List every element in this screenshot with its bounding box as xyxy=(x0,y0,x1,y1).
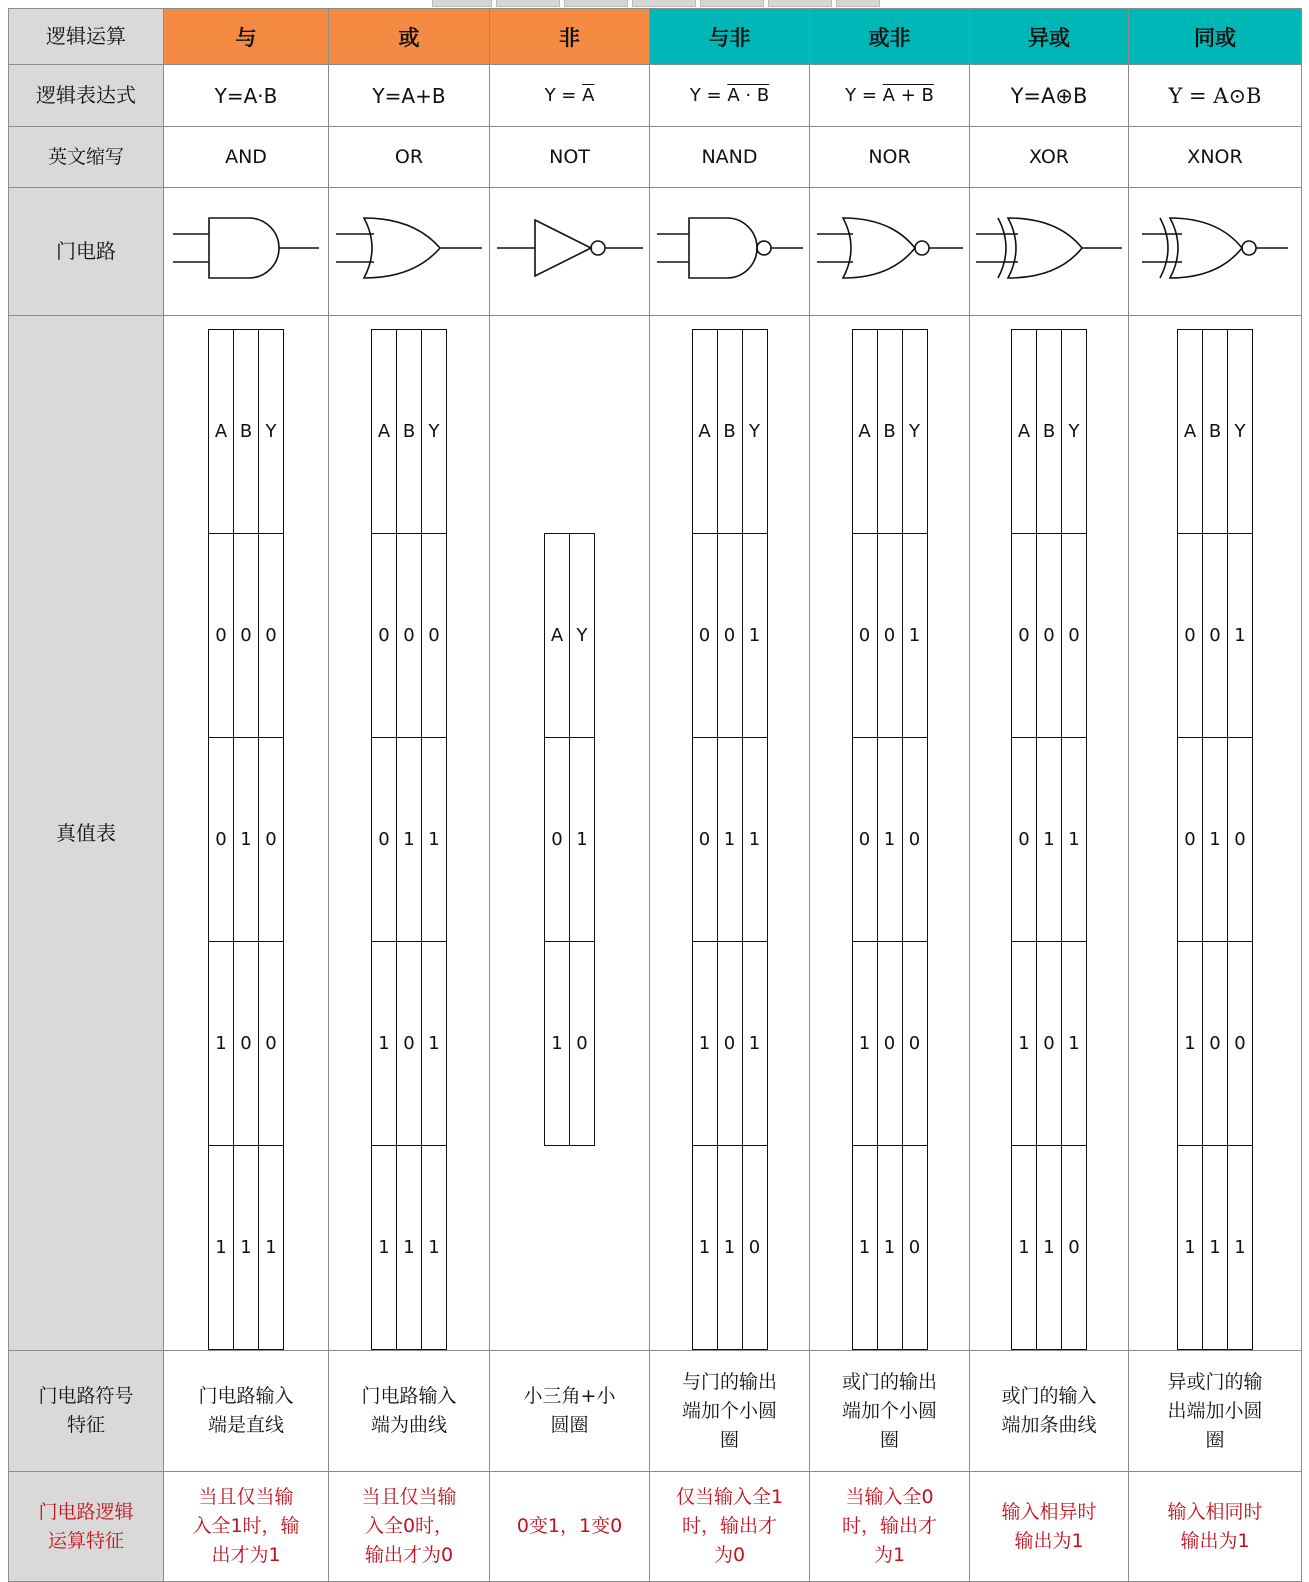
truth-table-cell: 1 xyxy=(877,1146,902,1350)
truth-table-cell: 1 xyxy=(422,738,447,942)
truth-table-cell: 0 xyxy=(1037,534,1062,738)
symbol-cell xyxy=(1129,1351,1302,1472)
cell-text-line: 端为曲线 xyxy=(370,1414,447,1436)
truth-table-cell: Y xyxy=(422,330,447,534)
header-row-title: 逻辑运算 xyxy=(9,9,164,65)
symbol-row-label-line: 门电路符号 xyxy=(38,1385,134,1407)
cell-text-line: 仅当输入全1 xyxy=(675,1486,784,1508)
symbol-row xyxy=(9,1351,1302,1472)
truth-row-label: 真值表 xyxy=(9,316,164,1351)
truth-table-cell: A xyxy=(692,330,717,534)
truth-table-cell: B xyxy=(717,330,742,534)
toolbar-tab[interactable] xyxy=(564,0,628,7)
truth-table-cell: 1 xyxy=(372,942,397,1146)
truth-table-row xyxy=(852,942,927,1146)
truth-table-cell: B xyxy=(1203,330,1228,534)
truth-table-cell: 0 xyxy=(852,738,877,942)
cell-text-line: 输出为1 xyxy=(1014,1529,1084,1552)
truth-table-cell: 0 xyxy=(1228,942,1253,1146)
truth-xnor-cell xyxy=(1129,316,1302,1351)
nor-gate-icon xyxy=(815,212,965,292)
truth-table-row xyxy=(372,534,447,738)
gate-or-cell xyxy=(329,188,490,316)
truth-table-cell: Y xyxy=(902,330,927,534)
logic-row-label-line: 运算特征 xyxy=(47,1529,124,1552)
truth-table xyxy=(852,329,928,1350)
abbr-and: AND xyxy=(164,127,329,188)
logic-cell xyxy=(490,1472,650,1582)
cell-text-line: 输出才为0 xyxy=(364,1544,454,1566)
truth-table-row xyxy=(1012,942,1087,1146)
truth-table xyxy=(371,329,447,1350)
symbol-cell xyxy=(650,1351,810,1472)
truth-table-row xyxy=(1178,1146,1253,1350)
truth-table-cell: 1 xyxy=(397,738,422,942)
header-nand: 与非 xyxy=(650,9,810,65)
truth-table-cell: Y xyxy=(259,330,284,534)
truth-table-cell: 1 xyxy=(422,942,447,1146)
truth-table-row xyxy=(372,738,447,942)
header-and: 与 xyxy=(164,9,329,65)
truth-table-cell: 0 xyxy=(397,534,422,738)
truth-table-cell: 0 xyxy=(1012,738,1037,942)
truth-table-cell: 1 xyxy=(422,1146,447,1350)
header-xor: 异或 xyxy=(970,9,1129,65)
header-not: 非 xyxy=(490,9,650,65)
expr-xor: Y=A⊕B xyxy=(970,65,1129,127)
cell-text-line: 端是直线 xyxy=(207,1414,284,1436)
truth-table-cell: 0 xyxy=(877,942,902,1146)
truth-table-header xyxy=(692,330,767,534)
xnor-gate-icon xyxy=(1140,212,1290,292)
truth-table-row xyxy=(209,1146,284,1350)
cell-text-line: 输出为1 xyxy=(1180,1529,1250,1552)
truth-table-row xyxy=(1178,534,1253,738)
truth-table-cell: 0 xyxy=(397,942,422,1146)
truth-table-header xyxy=(852,330,927,534)
cell-text-line: 时，输出才 xyxy=(841,1515,937,1537)
cell-text-line: 出才为1 xyxy=(211,1544,281,1566)
truth-table-cell: B xyxy=(397,330,422,534)
cell-text-line: 圈 xyxy=(1205,1428,1225,1451)
truth-table-row xyxy=(1012,534,1087,738)
cell-text-line: 小三角+小 xyxy=(523,1385,616,1407)
gate-nand-cell xyxy=(650,188,810,316)
truth-table-cell: 0 xyxy=(902,1146,927,1350)
truth-table-cell: 1 xyxy=(1203,1146,1228,1350)
truth-table-row xyxy=(209,534,284,738)
truth-table-cell: 1 xyxy=(692,1146,717,1350)
cell-text-line: 入全0时， xyxy=(364,1515,454,1537)
logic-cell xyxy=(970,1472,1129,1582)
cell-text-line: 为0 xyxy=(713,1544,746,1566)
gate-not-cell xyxy=(490,188,650,316)
truth-table-cell: 1 xyxy=(397,1146,422,1350)
truth-table-cell: 0 xyxy=(717,942,742,1146)
truth-table-cell: A xyxy=(852,330,877,534)
truth-table-row xyxy=(372,942,447,1146)
gate-xnor-cell xyxy=(1129,188,1302,316)
abbr-or: OR xyxy=(329,127,490,188)
and-gate-icon xyxy=(171,212,321,292)
truth-table-cell: 0 xyxy=(1062,1146,1087,1350)
truth-table xyxy=(1011,329,1087,1350)
truth-table-header xyxy=(545,534,595,738)
logic-cell xyxy=(810,1472,970,1582)
truth-table-cell: 1 xyxy=(742,942,767,1146)
truth-table-cell: 0 xyxy=(209,738,234,942)
truth-table-cell: 0 xyxy=(877,534,902,738)
cell-text-line: 与门的输出 xyxy=(681,1370,777,1393)
expr-not-prefix: Y = xyxy=(544,85,583,106)
toolbar-tab[interactable] xyxy=(632,0,696,7)
logic-cell xyxy=(1129,1472,1302,1582)
truth-table-cell: B xyxy=(877,330,902,534)
truth-table-row xyxy=(692,738,767,942)
truth-table-cell: B xyxy=(234,330,259,534)
abbr-row xyxy=(9,127,1302,188)
truth-table-row xyxy=(372,1146,447,1350)
truth-table-cell: 1 xyxy=(1228,1146,1253,1350)
truth-table-cell: Y xyxy=(570,534,595,738)
truth-table-row xyxy=(692,1146,767,1350)
cell-text-line: 端加个小圆 xyxy=(841,1399,937,1422)
logic-gate-table xyxy=(8,8,1302,1582)
logic-cell xyxy=(329,1472,490,1582)
truth-table xyxy=(1177,329,1253,1350)
truth-table-header xyxy=(1178,330,1253,534)
cell-text-line: 出端加小圆 xyxy=(1167,1399,1263,1422)
toolbar-tab[interactable] xyxy=(836,0,880,7)
header-row xyxy=(9,9,1302,65)
truth-not-cell xyxy=(490,316,650,1351)
truth-nor-cell xyxy=(810,316,970,1351)
expr-nor-var: A + B xyxy=(882,85,934,106)
not-gate-icon xyxy=(495,212,645,292)
truth-and-cell xyxy=(164,316,329,1351)
truth-table-cell: 0 xyxy=(1037,942,1062,1146)
truth-table-cell: A xyxy=(209,330,234,534)
header-xnor: 同或 xyxy=(1129,9,1302,65)
truth-table-cell: A xyxy=(545,534,570,738)
truth-table-row xyxy=(545,942,595,1146)
cell-text-line: 当输入全0 xyxy=(845,1486,934,1508)
truth-table-cell: 1 xyxy=(1062,738,1087,942)
cell-text-line: 0变1，1变0 xyxy=(516,1515,623,1537)
truth-table-cell: 1 xyxy=(1178,1146,1203,1350)
abbr-xnor: XNOR xyxy=(1129,127,1302,188)
gate-and-cell xyxy=(164,188,329,316)
truth-table-cell: 0 xyxy=(902,738,927,942)
truth-table-row xyxy=(852,534,927,738)
truth-table-cell: 0 xyxy=(692,738,717,942)
truth-table-cell: 1 xyxy=(742,738,767,942)
truth-table-cell: 0 xyxy=(902,942,927,1146)
cell-text-line: 端加个小圆 xyxy=(681,1399,777,1422)
truth-table-cell: 0 xyxy=(742,1146,767,1350)
truth-table-cell: 1 xyxy=(209,942,234,1146)
cell-text-line: 时，输出才 xyxy=(681,1515,777,1537)
symbol-cell xyxy=(970,1351,1129,1472)
truth-table-cell: 1 xyxy=(742,534,767,738)
truth-table-cell: 1 xyxy=(259,1146,284,1350)
toolbar-tab[interactable] xyxy=(496,0,560,7)
truth-table-cell: 1 xyxy=(1178,942,1203,1146)
expr-or: Y=A+B xyxy=(329,65,490,127)
truth-table-cell: 1 xyxy=(1012,942,1037,1146)
gate-xor-cell xyxy=(970,188,1129,316)
logic-cell xyxy=(164,1472,329,1582)
expr-nand-var: A · B xyxy=(727,85,770,106)
truth-table-header xyxy=(372,330,447,534)
truth-table-cell: Y xyxy=(1228,330,1253,534)
truth-xor-cell xyxy=(970,316,1129,1351)
gate-row-label: 门电路 xyxy=(9,188,164,316)
truth-table-cell: 0 xyxy=(1228,738,1253,942)
truth-table-row xyxy=(1178,738,1253,942)
cell-text-line: 输入相异时 xyxy=(1001,1500,1097,1523)
truth-table-cell: 0 xyxy=(259,534,284,738)
truth-table-cell: 0 xyxy=(372,738,397,942)
truth-table-row xyxy=(1178,942,1253,1146)
truth-table-cell: 1 xyxy=(852,942,877,1146)
truth-table-cell: 1 xyxy=(1037,1146,1062,1350)
truth-table-row xyxy=(692,534,767,738)
truth-table-cell: 0 xyxy=(1203,534,1228,738)
truth-table-cell: 1 xyxy=(1228,534,1253,738)
truth-table-cell: 0 xyxy=(234,534,259,738)
cell-text-line: 端加条曲线 xyxy=(1001,1414,1097,1436)
expr-nand xyxy=(650,65,810,127)
truth-table-row xyxy=(692,942,767,1146)
truth-table-cell: 0 xyxy=(545,738,570,942)
truth-row xyxy=(9,316,1302,1351)
truth-table-cell: Y xyxy=(1062,330,1087,534)
truth-or-cell xyxy=(329,316,490,1351)
truth-table-cell: 0 xyxy=(372,534,397,738)
truth-table-row xyxy=(209,738,284,942)
truth-table-row xyxy=(545,738,595,942)
expression-row-label: 逻辑表达式 xyxy=(9,65,164,127)
top-toolbar-strip xyxy=(0,0,1309,8)
logic-row xyxy=(9,1472,1302,1582)
cell-text-line: 入全1时，输 xyxy=(192,1515,300,1537)
truth-table-cell: 1 xyxy=(1037,738,1062,942)
truth-table-row xyxy=(1012,738,1087,942)
truth-table-cell: 1 xyxy=(717,738,742,942)
abbr-nor: NOR xyxy=(810,127,970,188)
header-or: 或 xyxy=(329,9,490,65)
truth-table-cell: 1 xyxy=(1062,942,1087,1146)
cell-text-line: 门电路输入 xyxy=(198,1385,294,1407)
abbr-not: NOT xyxy=(490,127,650,188)
truth-table-cell: 1 xyxy=(545,942,570,1146)
truth-table-row xyxy=(852,1146,927,1350)
cell-text-line: 或门的输出 xyxy=(841,1370,937,1393)
truth-table-cell: 0 xyxy=(1178,738,1203,942)
truth-table-header xyxy=(1012,330,1087,534)
xor-gate-icon xyxy=(974,212,1124,292)
logic-cell xyxy=(650,1472,810,1582)
truth-table-cell: 1 xyxy=(234,1146,259,1350)
cell-text-line: 门电路输入 xyxy=(361,1385,457,1407)
cell-text-line: 当且仅当输 xyxy=(361,1486,457,1508)
truth-table-cell: 1 xyxy=(1203,738,1228,942)
expr-xnor: Y = A⊙B xyxy=(1129,65,1302,127)
symbol-row-label xyxy=(9,1351,164,1472)
cell-text-line: 异或门的输 xyxy=(1167,1370,1263,1393)
truth-table-cell: A xyxy=(1178,330,1203,534)
symbol-cell xyxy=(164,1351,329,1472)
truth-table-row xyxy=(1012,1146,1087,1350)
truth-table-header xyxy=(209,330,284,534)
logic-row-label xyxy=(9,1472,164,1582)
truth-table-cell: 1 xyxy=(902,534,927,738)
gate-row xyxy=(9,188,1302,316)
symbol-cell xyxy=(810,1351,970,1472)
truth-table-cell: 0 xyxy=(259,942,284,1146)
truth-table-cell: 1 xyxy=(234,738,259,942)
expression-row xyxy=(9,65,1302,127)
truth-table-cell: 0 xyxy=(692,534,717,738)
header-nor: 或非 xyxy=(810,9,970,65)
symbol-cell xyxy=(329,1351,490,1472)
cell-text-line: 为1 xyxy=(873,1544,906,1566)
truth-table-cell: 1 xyxy=(877,738,902,942)
toolbar-tab[interactable] xyxy=(432,0,492,7)
truth-table-cell: 1 xyxy=(570,738,595,942)
toolbar-tab[interactable] xyxy=(700,0,764,7)
truth-table-cell: 0 xyxy=(259,738,284,942)
expr-and: Y=A·B xyxy=(164,65,329,127)
truth-table xyxy=(208,329,284,1350)
expr-nand-prefix: Y = xyxy=(689,85,728,106)
truth-table-cell: A xyxy=(372,330,397,534)
cell-text-line: 圈 xyxy=(719,1428,739,1451)
truth-table-cell: 0 xyxy=(209,534,234,738)
cell-text-line: 输入相同时 xyxy=(1167,1500,1263,1523)
truth-table-cell: 0 xyxy=(570,942,595,1146)
truth-table xyxy=(544,533,595,1146)
cell-text-line: 圆圈 xyxy=(550,1414,589,1436)
truth-table-cell: 1 xyxy=(717,1146,742,1350)
truth-table-cell: 0 xyxy=(1203,942,1228,1146)
cell-text-line: 或门的输入 xyxy=(1001,1385,1097,1407)
truth-table-cell: Y xyxy=(742,330,767,534)
truth-table-cell: 0 xyxy=(234,942,259,1146)
gate-nor-cell xyxy=(810,188,970,316)
abbr-nand: NAND xyxy=(650,127,810,188)
truth-table-row xyxy=(209,942,284,1146)
symbol-row-label-line: 特征 xyxy=(66,1414,105,1436)
expr-not-var: $\overline{A}$ xyxy=(582,85,595,106)
truth-table-cell: 0 xyxy=(1062,534,1087,738)
truth-table-cell: 0 xyxy=(422,534,447,738)
truth-table-cell: 0 xyxy=(852,534,877,738)
truth-nand-cell xyxy=(650,316,810,1351)
logic-row-label-line: 门电路逻辑 xyxy=(38,1500,134,1523)
toolbar-tab[interactable] xyxy=(768,0,832,7)
truth-table-cell: A xyxy=(1012,330,1037,534)
truth-table-cell: 1 xyxy=(692,942,717,1146)
expr-nor xyxy=(810,65,970,127)
expr-nor-prefix: Y = xyxy=(845,85,883,106)
truth-table-cell: 0 xyxy=(717,534,742,738)
truth-table-cell: 1 xyxy=(209,1146,234,1350)
cell-text-line: 圈 xyxy=(879,1428,899,1451)
truth-table xyxy=(692,329,768,1350)
truth-table-cell: 0 xyxy=(1012,534,1037,738)
expr-not xyxy=(490,65,650,127)
or-gate-icon xyxy=(334,212,484,292)
truth-table-cell: 1 xyxy=(1012,1146,1037,1350)
truth-table-cell: B xyxy=(1037,330,1062,534)
cell-text-line: 当且仅当输 xyxy=(198,1486,294,1508)
truth-table-cell: 1 xyxy=(852,1146,877,1350)
truth-table-cell: 1 xyxy=(372,1146,397,1350)
abbr-xor: XOR xyxy=(970,127,1129,188)
truth-table-row xyxy=(852,738,927,942)
symbol-cell xyxy=(490,1351,650,1472)
truth-table-cell: 0 xyxy=(1178,534,1203,738)
abbr-row-label: 英文缩写 xyxy=(9,127,164,188)
nand-gate-icon xyxy=(655,212,805,292)
